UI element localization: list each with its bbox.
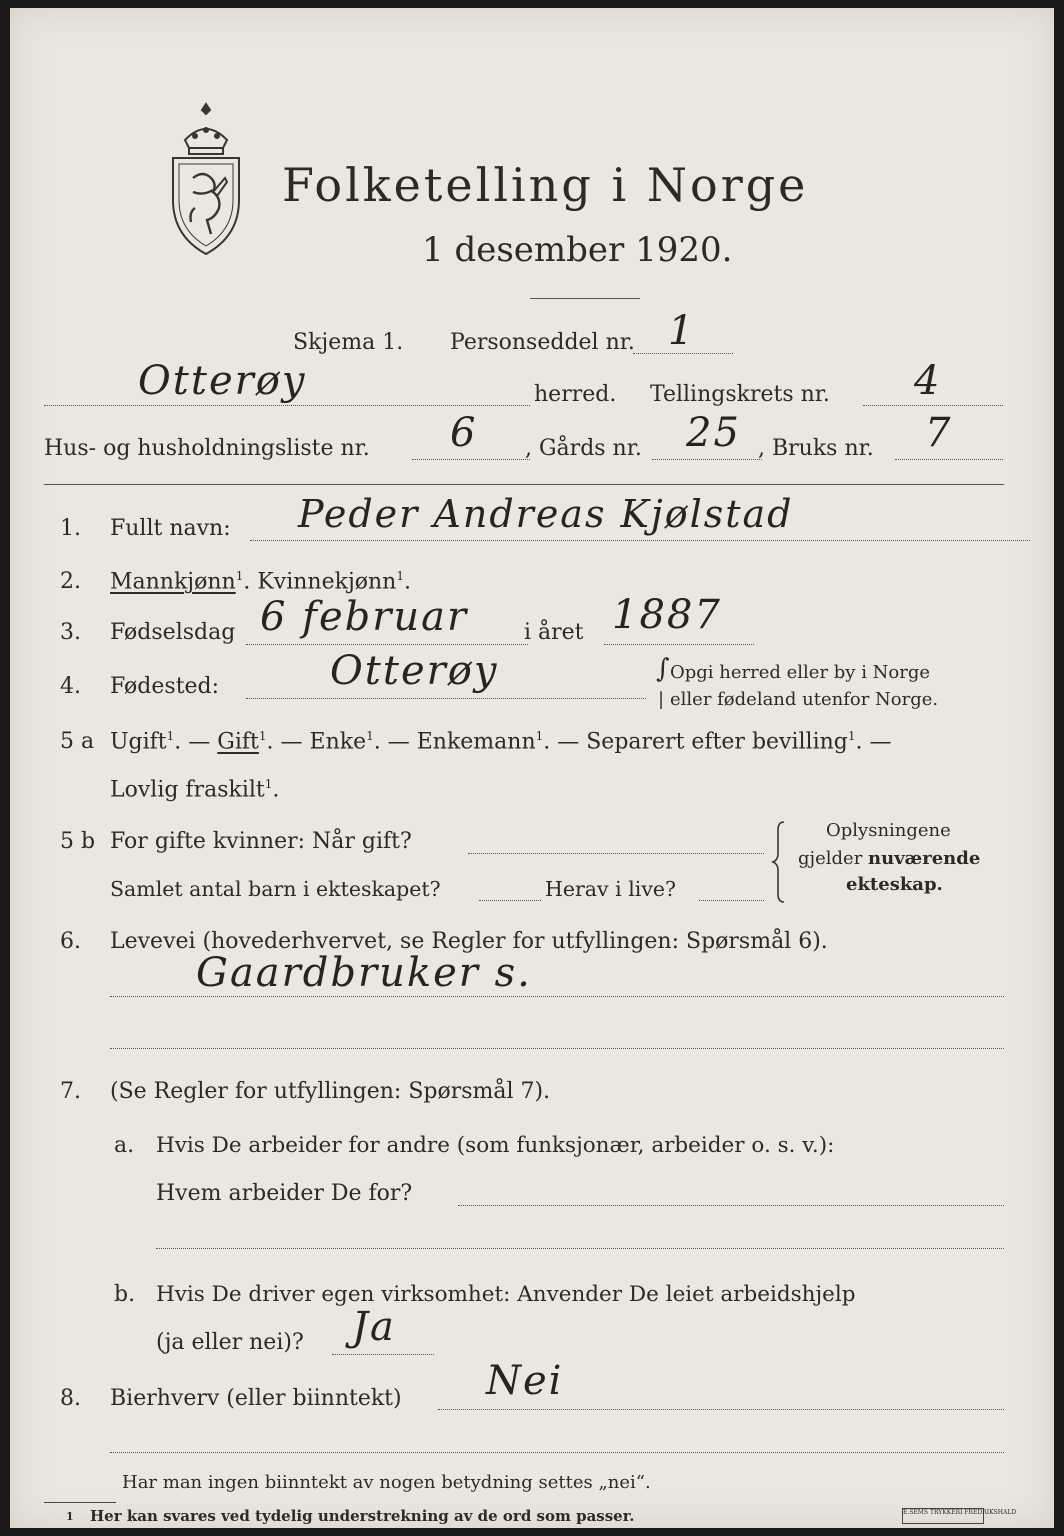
hus-label: Hus- og husholdningsliste nr. <box>44 436 370 461</box>
q5a-end: . — <box>855 729 892 755</box>
form-title: Folketelling i Norge <box>282 158 809 212</box>
herred-value[interactable]: Otterøy <box>138 358 307 404</box>
herred-label: herred. <box>534 382 617 407</box>
q6-line1 <box>110 996 1004 997</box>
title-divider <box>530 298 640 299</box>
q8-line <box>438 1409 1004 1410</box>
q6-line2 <box>110 1048 1004 1049</box>
q3-value[interactable]: 6 februar <box>260 594 469 640</box>
q2-male-option[interactable]: Mannkjønn <box>110 569 236 595</box>
q2-male-sup: 1 <box>235 569 244 583</box>
q4-note-line2: eller fødeland utenfor Norge. <box>670 689 939 710</box>
q8-value[interactable]: Nei <box>486 1358 564 1404</box>
printer-stamp: E.SEMS TRYKKERI FREDRIKSHALD <box>902 1508 984 1524</box>
q4-brace-bottom: | <box>658 689 665 710</box>
q3-year-line <box>604 644 754 645</box>
q3-number: 3. <box>60 620 81 645</box>
q2-options <box>110 569 411 594</box>
q7b-letter: b. <box>114 1282 136 1307</box>
q5a-separert-sup: 1 <box>847 729 856 743</box>
q5a-enke-sup: 1 <box>366 729 374 743</box>
q5b-note2b: nuværende <box>868 848 981 869</box>
q6-value[interactable]: Gaardbruker s. <box>196 950 532 996</box>
q5a-gift-option[interactable]: Gift <box>217 729 259 755</box>
q7a-line2: Hvem arbeider De for? <box>156 1181 413 1206</box>
q7b-line1: Hvis De driver egen virksomhet: Anvender De leiet arbeidshjelp <box>156 1282 856 1307</box>
q6-label: Levevei (hovederhvervet, se Regler for utfyllingen: Spørsmål 6). <box>110 929 828 954</box>
footer-note: Har man ingen biinntekt av nogen betydning settes „nei“. <box>122 1472 651 1493</box>
q7a-line-extra <box>156 1248 1004 1249</box>
q1-label: Fullt navn: <box>110 516 231 541</box>
hus-line <box>412 459 530 460</box>
tellingskrets-value[interactable]: 4 <box>914 358 942 404</box>
q5a-enke-option[interactable]: . — Enke <box>266 729 367 755</box>
q4-label: Fødested: <box>110 674 220 699</box>
gards-label: , Gårds nr. <box>525 436 642 461</box>
gards-line <box>652 459 762 460</box>
footnote-divider <box>44 1502 116 1503</box>
footnote-number: 1 <box>66 1510 74 1523</box>
q2-end: . <box>404 569 411 595</box>
q5a-fraskilt-dot: . <box>272 777 280 803</box>
q5b-gift-line <box>468 853 764 854</box>
q5b-barn-line <box>479 900 541 901</box>
q2-number: 2. <box>60 569 81 594</box>
q4-line <box>246 698 646 699</box>
q7b-value[interactable]: Ja <box>352 1304 396 1350</box>
q5b-line2a: Samlet antal barn i ekteskapet? <box>110 877 441 901</box>
q3-label: Fødselsdag <box>110 620 236 645</box>
coat-of-arms-icon <box>165 100 247 260</box>
q2-female-option[interactable]: Kvinnekjønn <box>257 569 397 595</box>
q7b-line <box>332 1354 434 1355</box>
q4-note-line1: Opgi herred eller by i Norge <box>670 662 931 683</box>
q5a-ugift-sup: 1 <box>166 729 175 743</box>
q5b-note2a: gjelder <box>798 848 863 869</box>
q1-number: 1. <box>60 516 81 541</box>
q3-line <box>246 644 528 645</box>
q5b-line1: For gifte kvinner: Når gift? <box>110 829 412 854</box>
q5a-separert-option[interactable]: . — Separert efter bevilling <box>543 729 848 755</box>
personseddel-label: Personseddel nr. <box>450 330 635 355</box>
q5b-brace-icon <box>772 820 790 904</box>
q7a-letter: a. <box>114 1133 135 1158</box>
q5a-ugift-option[interactable]: Ugift <box>110 729 167 755</box>
header-divider <box>44 484 1004 485</box>
q4-brace-top: ∫ <box>656 654 670 684</box>
q7b-line2: (ja eller nei)? <box>156 1330 304 1355</box>
q5b-note1: Oplysningene <box>826 820 951 841</box>
q5b-number: 5 b <box>60 829 96 854</box>
q5a-sep1: . — <box>174 729 211 755</box>
q4-number: 4. <box>60 674 81 699</box>
census-form-page <box>10 8 1054 1528</box>
q5a-line2 <box>110 777 279 802</box>
q7-label: (Se Regler for utfyllingen: Spørsmål 7). <box>110 1079 551 1104</box>
tellingskrets-line <box>863 405 1003 406</box>
q5a-number: 5 a <box>60 729 95 754</box>
q7-number: 7. <box>60 1079 81 1104</box>
gards-value[interactable]: 25 <box>686 410 741 456</box>
form-date: 1 desember 1920. <box>422 230 733 270</box>
q8-number: 8. <box>60 1386 81 1411</box>
herred-line <box>44 405 530 406</box>
q3-year-value[interactable]: 1887 <box>612 592 722 638</box>
tellingskrets-label: Tellingskrets nr. <box>650 382 830 407</box>
personseddel-value[interactable]: 1 <box>668 308 696 354</box>
q6-number: 6. <box>60 929 81 954</box>
q7a-line1: Hvis De arbeider for andre (som funksjonær, arbeider o. s. v.): <box>156 1133 835 1158</box>
q5a-gift-sup: 1 <box>258 729 267 743</box>
q5b-note2 <box>798 848 980 869</box>
q5a-enkemann-option[interactable]: . — Enkemann <box>373 729 536 755</box>
skjema-label: Skjema 1. <box>293 330 404 355</box>
bruks-line <box>895 459 1003 460</box>
q5b-note3: ekteskap. <box>846 874 943 895</box>
q1-value[interactable]: Peder Andreas Kjølstad <box>298 492 794 536</box>
q7a-line <box>458 1205 1004 1206</box>
q5a-enkemann-sup: 1 <box>535 729 544 743</box>
q3-year-label: i året <box>524 620 584 645</box>
q1-line <box>250 540 1030 541</box>
footnote-text: Her kan svares ved tydelig understrekning av de ord som passer. <box>90 1507 635 1525</box>
q5a-fraskilt-sup: 1 <box>264 777 273 791</box>
q5a-fraskilt-option[interactable]: Lovlig fraskilt <box>110 777 265 803</box>
q5b-line2b: Herav i live? <box>545 877 677 901</box>
q2-dot: . <box>243 569 258 595</box>
q8-line-extra <box>110 1452 1004 1453</box>
q5b-live-line <box>699 900 764 901</box>
hus-value[interactable]: 6 <box>450 410 478 456</box>
bruks-value[interactable]: 7 <box>925 410 953 456</box>
q5a-options <box>110 729 892 754</box>
q8-label: Bierhverv (eller biinntekt) <box>110 1386 402 1411</box>
q2-female-sup: 1 <box>396 569 404 583</box>
q4-value[interactable]: Otterøy <box>330 648 499 694</box>
bruks-label: , Bruks nr. <box>758 436 874 461</box>
